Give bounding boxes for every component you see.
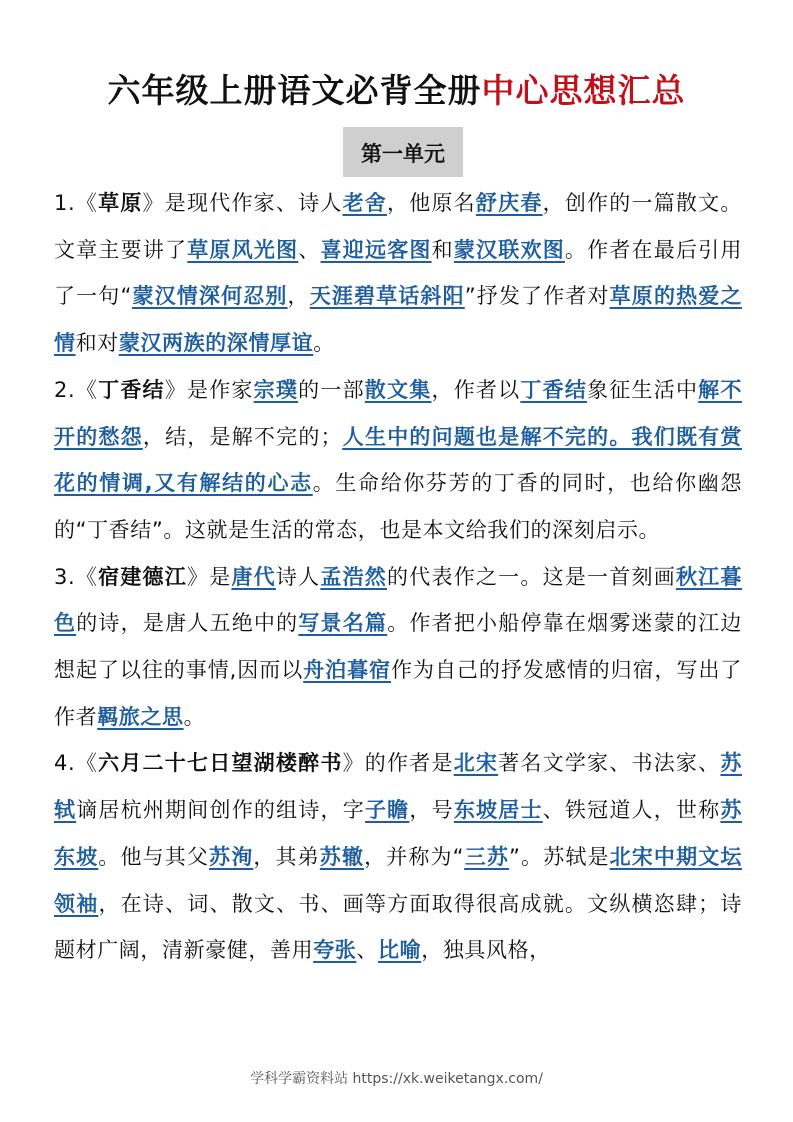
body-text: 和 (431, 237, 454, 262)
body-text: ，创作的一篇散文。文章主要讲了 (54, 191, 742, 262)
keyword-highlight: 蒙汉两族的深情厚谊 (118, 331, 314, 356)
body-text: 4.《 (54, 751, 99, 776)
paragraph (54, 367, 742, 554)
body-text: 、铁冠道人，世称 (542, 798, 721, 823)
keyword-highlight: 北宋中期文坛领袖 (54, 844, 742, 916)
keyword-highlight: 苏东坡 (54, 798, 743, 869)
keyword-highlight: 写景名篇 (298, 611, 388, 636)
keyword-highlight: 苏辙 (319, 844, 365, 869)
body-text: 。作者在最后引用了一句“ (54, 237, 742, 309)
page-title (0, 66, 793, 116)
body-text: 的代表作之一。这是一首刻画 (387, 564, 676, 589)
keyword-highlight: 比喻 (378, 938, 422, 963)
body-text: 。作者把小船停靠在烟雾迷蒙的江边想起了以往的事情,因而以 (54, 611, 742, 683)
keyword-highlight: 舒庆春 (475, 191, 543, 215)
body-text: ，其弟 (253, 844, 320, 869)
body-text: 。 (183, 704, 206, 729)
keyword-highlight: 北宋 (453, 751, 499, 776)
keyword-highlight: 蒙汉联欢图 (453, 237, 565, 262)
keyword-highlight: 羁旅之思 (97, 704, 184, 729)
unit-label: 第一单元 (343, 127, 463, 177)
body-text: 象征生活中 (587, 377, 699, 402)
work-title: 六月二十七日望湖楼醉书 (98, 751, 343, 776)
keyword-highlight: 人生中的问题也是解不完的。我们既有赏花的情调,又有解结的心志 (54, 424, 742, 496)
body-text: 和对 (75, 331, 119, 356)
paragraph (54, 740, 742, 974)
keyword-highlight: 喜迎远客图 (320, 237, 432, 262)
keyword-highlight: 苏洵 (209, 844, 254, 869)
body-text: 》是 (187, 564, 232, 589)
body-text: 诗人 (275, 564, 321, 589)
body-text: ”抒发了作者对 (464, 284, 610, 309)
keyword-highlight: 蒙汉情深何忍别 (131, 284, 288, 309)
keyword-highlight: 草原的热爱之情 (54, 284, 742, 356)
body-text: 的一部 (298, 377, 365, 402)
keyword-highlight: 老舍 (342, 191, 388, 215)
body-text: 1.《 (54, 191, 99, 215)
body-text: ，作者以 (431, 377, 521, 402)
body-text: 。他与其父 (98, 844, 210, 869)
body-text: 》是现代作家、诗人 (142, 191, 343, 215)
keyword-highlight: 散文集 (364, 377, 432, 402)
body-text: 、 (298, 237, 321, 262)
paragraph (54, 554, 742, 741)
keyword-highlight: 东坡居士 (453, 798, 543, 823)
keyword-highlight: 宗璞 (253, 377, 299, 402)
keyword-highlight: 草原风光图 (187, 237, 299, 262)
body-text: 。生命给你芬芳的丁香的同时，也给你幽怨的“丁香结”。这就是生活的常态，也是本文给我们的深刻启示。 (54, 471, 742, 542)
keyword-highlight: 夸张 (313, 938, 357, 963)
keyword-highlight: 孟浩然 (320, 564, 388, 589)
keyword-highlight: 解不开的愁怨 (54, 377, 742, 449)
title-highlight: 中心思想汇总 (481, 71, 686, 110)
body-text: ，在诗、词、散文、书、画等方面取得很高成就。文纵横恣肆；诗题材广阔，清新豪健，善用 (54, 891, 742, 963)
content-body (54, 180, 742, 974)
paragraph (54, 180, 742, 367)
keyword-highlight: 苏轼 (54, 751, 742, 823)
keyword-highlight: 唐代 (231, 564, 276, 589)
body-text: 3.《 (54, 564, 99, 589)
body-text: ，号 (409, 798, 454, 823)
keyword-highlight: 三苏 (464, 844, 510, 869)
keyword-highlight: 天涯碧草话斜阳 (309, 284, 465, 309)
body-text: ，并称为“ (364, 844, 465, 869)
keyword-highlight: 丁香结 (520, 377, 588, 402)
title-main: 六年级上册语文必背全册 (107, 71, 482, 110)
body-text: 著名文学家、书法家、 (498, 751, 721, 776)
body-text: ”。苏轼是 (509, 844, 610, 869)
body-text: ， (287, 284, 310, 309)
keyword-highlight: 舟泊暮宿 (303, 658, 392, 683)
work-title: 丁香结 (98, 377, 165, 402)
body-text: 作为自己的抒发感情的归宿，写出了作者 (54, 658, 743, 729)
body-text: 谪居杭州期间创作的组诗，字 (76, 798, 365, 823)
work-title: 宿建德江 (98, 564, 187, 589)
body-text: 。 (313, 331, 335, 356)
body-text: ，结，是解不完的； (142, 424, 343, 449)
keyword-highlight: 子瞻 (364, 798, 410, 823)
keyword-highlight: 秋江暮色 (54, 564, 742, 636)
body-text: 》的作者是 (342, 751, 454, 776)
body-text: ，独具风格， (421, 938, 551, 963)
work-title: 草原 (98, 191, 143, 215)
body-text: ，他原名 (387, 191, 476, 215)
body-text: 、 (356, 938, 379, 963)
body-text: 2.《 (54, 377, 99, 402)
footer-watermark: 学科学霸资料站 https://xk.weiketangx.com/ (250, 1071, 543, 1087)
body-text: 》是作家 (164, 377, 254, 402)
body-text: 的诗，是唐人五绝中的 (76, 611, 299, 636)
